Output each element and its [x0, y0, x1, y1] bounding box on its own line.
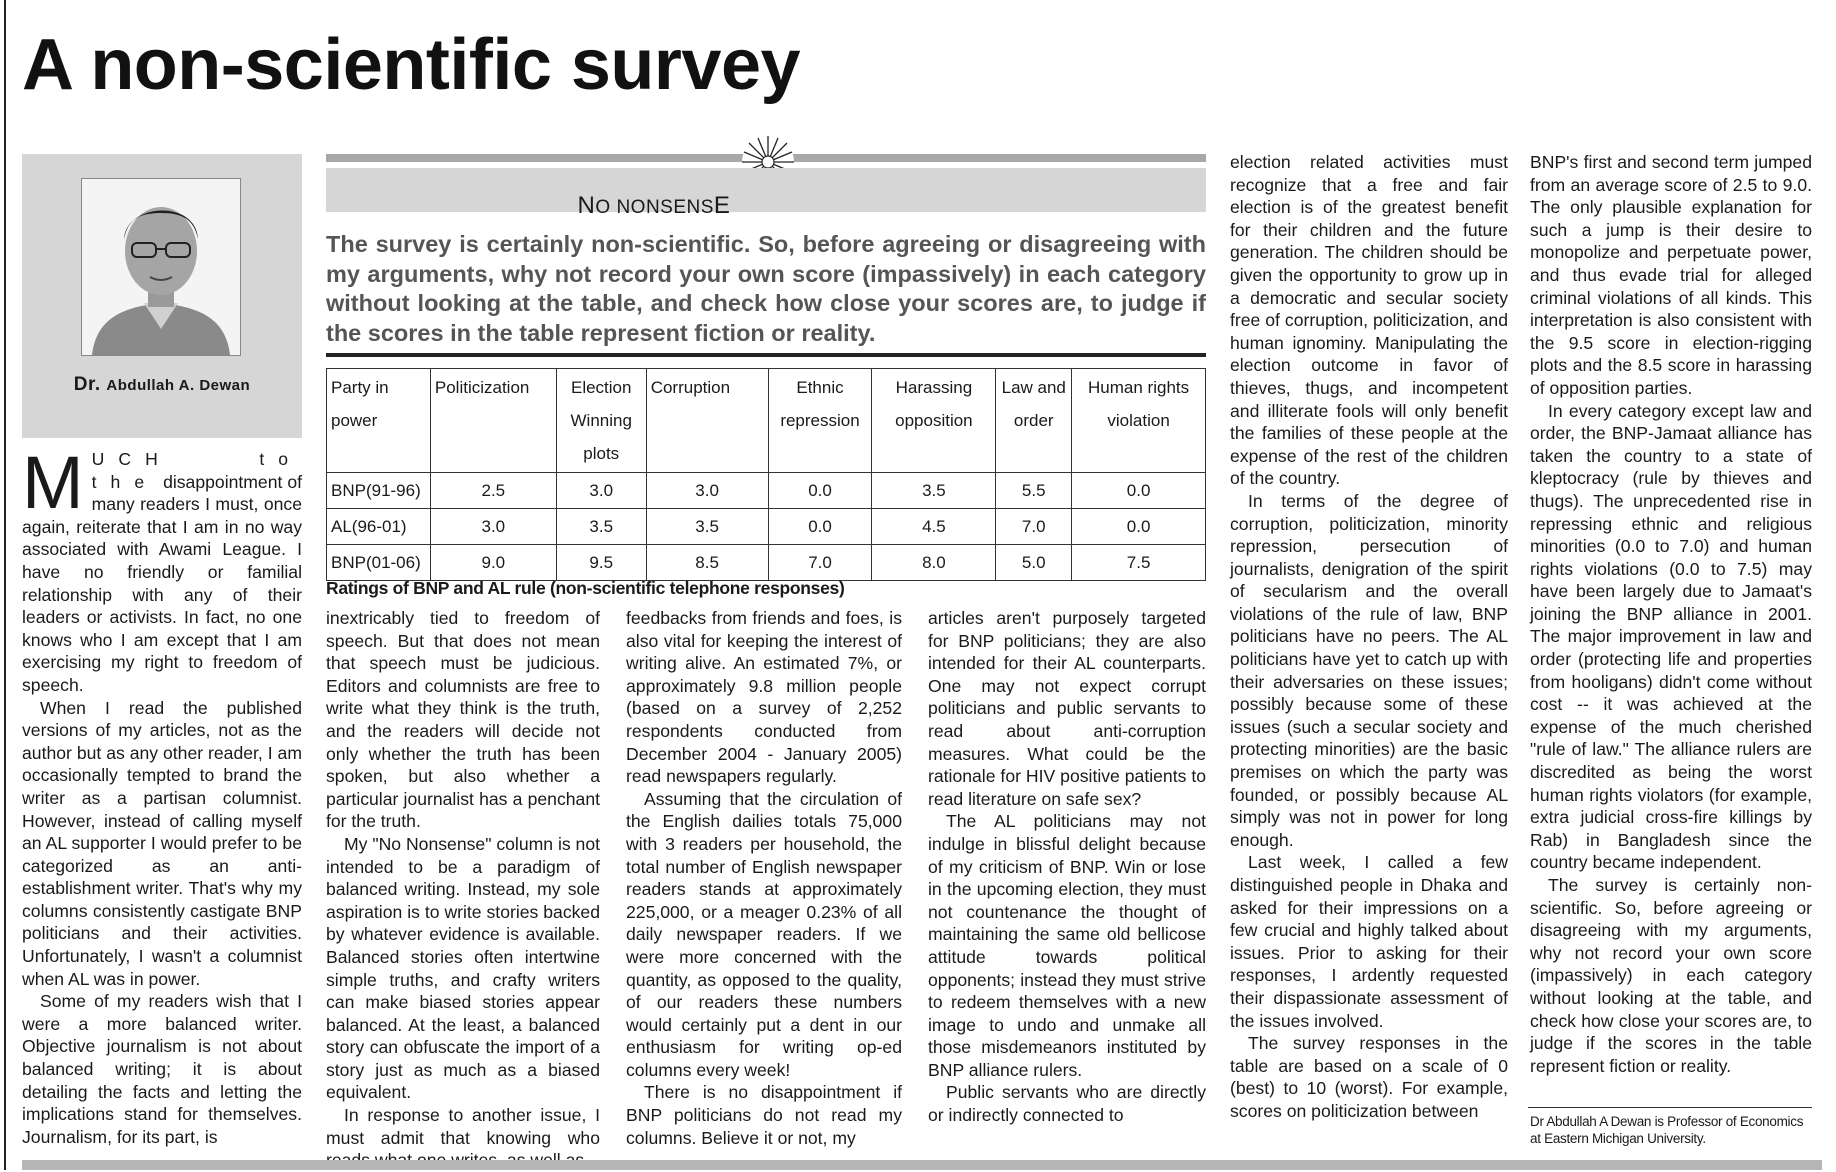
table-cell: 3.5 — [872, 473, 996, 509]
author-byline — [22, 374, 302, 396]
table-cell: 9.0 — [430, 545, 556, 581]
article-paragraph: Public servants who are directly or indirectly connected to — [928, 1082, 1206, 1126]
table-cell: 3.0 — [430, 509, 556, 545]
article-paragraph: election related activities must recognize that a free and fair election is of the greatest benefit for their children and the future generation. The children should be given the opportunity to grow up in a democratic and secular society free of corruption, politicization, and human ignominy. Manipulating the election outcome in favor of thieves, thugs, and incompetent and illiterate fools will only benefit the families of these people at the expense of the rest of the children of the country. — [1230, 152, 1508, 489]
article-paragraph: BNP's first and second term jumped from an average score of 2.5 to 9.0. The only plausible explanation for such a jump is their desire to monopolize and perpetuate power, and thus evade trial for alleged criminal violations of all kinds. This interpretation is also consistent with the 9.5 score in election-rigging plots and the 8.5 score in harassing of opposition parties. — [1530, 152, 1812, 398]
article-paragraph: articles aren't purposely targeted for BNP politicians; they are also intended for their AL counterparts. One may not expect corrupt politicians and public servants to read about anti-corruption measures. What could be the rationale for HIV positive patients to read literature on safe sex? — [928, 608, 1206, 809]
table-cell: 8.5 — [646, 545, 768, 581]
table-cell: 3.5 — [556, 509, 646, 545]
article-paragraph: The AL politicians may not indulge in blissful delight because of my criticism of BNP. Win or lose in the upcoming election, they must not countenance the thought of maintaining the same old bellicose attitude towards political opponents; instead they must strive to redeem themselves with a new image to undo and unmake all those misdemeanors instituted by BNP alliance rulers. — [928, 811, 1206, 1080]
author-bio: Dr Abdullah A Dewan is Professor of Economics at Eastern Michigan University. — [1530, 1114, 1804, 1146]
column-title — [326, 192, 982, 220]
article-paragraph: The survey responses in the table are based on a scale of 0 (best) to 10 (worst). For example, scores on politicization between — [1230, 1033, 1508, 1121]
table-cell: 7.0 — [996, 509, 1072, 545]
article-column-5 — [1230, 151, 1508, 1123]
table-cell: 0.0 — [768, 473, 872, 509]
article-paragraph: There is no disappointment if BNP politicians do not read my columns. Believe it or not, my — [626, 1082, 902, 1148]
article-column-2 — [326, 607, 600, 1172]
table-cell: BNP(91-96) — [327, 473, 431, 509]
table-row — [327, 473, 1206, 509]
column-title-first: N — [577, 192, 596, 219]
article-paragraph: In response to another issue, I must admit that knowing who — [326, 1105, 600, 1148]
article-column-3 — [626, 607, 902, 1149]
table-caption: Ratings of BNP and AL rule (non-scientific telephone responses) — [326, 578, 845, 598]
table-cell: 2.5 — [430, 473, 556, 509]
lead-in: UCH to the — [91, 449, 302, 492]
header-cell: Corruption — [646, 369, 768, 473]
article-paragraph: Some of my readers wish that I were a more balanced writer. Objective journalism is not about balanced writing; it is about detailing the facts and letting the implications stand for themselves. Journalism, for its part, is — [22, 991, 302, 1147]
article-paragraph: My "No Nonsense" column is not intended to be a paradigm of balanced writing. Instead, my sole aspiration is to write stories backed by whatever evidence is available. Balanced stories often intertwine simple truths, and crafty writers can make biased stories appear balanced. At the least, a balanced story can obfuscate the import of a story just as much as a biased equivalent. — [326, 833, 600, 1103]
author-photo — [81, 178, 241, 356]
table-cell: 8.0 — [872, 545, 996, 581]
table-cell: 0.0 — [768, 509, 872, 545]
table-cell: 7.0 — [768, 545, 872, 581]
headline: A non-scientific survey — [22, 25, 801, 105]
table-cell: BNP(01-06) — [327, 545, 431, 581]
article-paragraph: In terms of the degree of corruption, politicization, minority repression, persecution of journalists, denigration of the spirit of secularism and the overall violations of the rule of law, BNP politicians have no peers. The AL politicians have yet to catch up with their adversaries on these issues; possibly because some of these issues (such a secular society and protecting minorities) are the basic premises on which the party was founded, or possibly because AL simply was not in power for long enough. — [1230, 490, 1508, 850]
author-name: Abdullah A. Dewan — [106, 377, 251, 394]
header-cell: Party in power — [327, 369, 431, 473]
author-portrait-icon — [82, 179, 240, 355]
standfirst: The survey is certainly non-scientific. So, before agreeing or disagreeing with my arguments, why not record your own score (impassively) in each category without looking at the table, and check how close your scores are, to judge if the scores in the table represent fiction or reality. — [326, 231, 1206, 346]
article-paragraph: Last week, I called a few distinguished people in Dhaka and asked for their impressions on a few crucial and highly talked about issues. Prior to asking for their responses, I ardently requested their dispassionate assessment of the issues involved. — [1230, 852, 1508, 1031]
page-border — [4, 0, 6, 1170]
bottom-bar — [22, 1160, 1822, 1170]
author-box — [22, 154, 302, 438]
article-column-4 — [928, 607, 1206, 1127]
article-paragraph: When I read the published versions of my articles, not as the author but as any other reader, I am occasionally tempted to brand the writer as a partisan columnist. However, instead of calling myself an AL supporter I would prefer to be categorized as an anti-establishment writer. That's why my columns consistently castigate BNP politicians and their activities. Unfortunately, I wasn't a columnist when AL was in power. — [22, 697, 302, 989]
article-paragraph: inextricably tied to freedom of speech. But that does not mean that speech must be judicious. Editors and columnists are free to write what they think is the truth, and the readers will decide not only whether the truth has been spoken, but also whether a particular journalist has a penchant for the truth. — [326, 608, 600, 832]
table-cell: 3.0 — [556, 473, 646, 509]
table-cell: 5.5 — [996, 473, 1072, 509]
column-title-middle: O NONSENS — [595, 197, 714, 218]
drop-cap: M — [22, 441, 84, 524]
header-cell: Ethnic repression — [768, 369, 872, 473]
article-paragraph: Assuming that the circulation of the English dailies totals 75,000 with 3 readers per household, the total number of English newspaper readers stands at approximately 225,000, or a meager 0.23% of all daily newspaper readers. If we were more concerned with the quantity, as opposed to the quality, of our readers these numbers would certainly put a dent in our enthusiasm for writing op-ed columns every week! — [626, 788, 902, 1080]
table-cell: 7.5 — [1072, 545, 1206, 581]
article-paragraph — [22, 441, 302, 697]
header-cell: Harassing opposition — [872, 369, 996, 473]
author-prefix: Dr. — [73, 374, 107, 395]
paragraph-text: disappointment of many readers I must, once again, reiterate that I am in no way associated with Awami League. I have no friendly or familial relationship with any of their leaders or activists. In fact, no one knows who I am except that I am exercising my right to freedom of speech. — [22, 471, 302, 695]
table-cell: 0.0 — [1072, 509, 1206, 545]
article-paragraph: In every category except law and order, the BNP-Jamaat alliance has taken the country to a state of kleptocracy (rule by thieves and thugs). The unprecedented rise in repressing ethnic and religious minorities (0.0 to 7.0) and human rights violations (0.0 to 7.5) may have been largely due to Jamaat's joining the BNP alliance in 2001. The major improvement in law and order (protecting life and properties from hooligans) didn't come without cost -- it was achieved at the expense of the much cherished "rule of law." The alliance rulers are discredited as being the worst human rights violators (for example, extra judicial cross-fire killings by Rab) in Bangladesh since the country became independent. — [1530, 400, 1812, 873]
table-cell: 3.0 — [646, 473, 768, 509]
table-row — [327, 509, 1206, 545]
table-cell: 3.5 — [646, 509, 768, 545]
ratings-table — [326, 368, 1206, 581]
header-cell: Politicization — [430, 369, 556, 473]
table-top-rule — [326, 353, 1206, 357]
table-cell: 0.0 — [1072, 473, 1206, 509]
article-paragraph: The survey is certainly non-scientific. So, before agreeing or disagreeing with my arguments, why not record your own score (impassively) in each category without looking at the table, and check how close your scores are, to judge if the scores in the table represent fiction or reality. — [1530, 875, 1812, 1076]
column-title-last: E — [713, 192, 731, 219]
article-column-6 — [1530, 151, 1812, 1077]
table-cell: AL(96-01) — [327, 509, 431, 545]
table-header-row — [327, 369, 1206, 473]
table-cell: 9.5 — [556, 545, 646, 581]
header-cell: Law and order — [996, 369, 1072, 473]
table-cell: 5.0 — [996, 545, 1072, 581]
article-column-1 — [22, 441, 302, 1148]
table-cell: 4.5 — [872, 509, 996, 545]
header-cell: Election Winning plots — [556, 369, 646, 473]
table-row — [327, 545, 1206, 581]
bio-rule — [1528, 1107, 1812, 1108]
article-paragraph: feedbacks from friends and foes, is also vital for keeping the interest of writing alive. An estimated 7%, or approximately 9.8 million people (based on a survey of 2,252 respondents conducted from December 2004 - January 2005) read newspapers regularly. — [626, 608, 902, 787]
header-cell: Human rights violation — [1072, 369, 1206, 473]
